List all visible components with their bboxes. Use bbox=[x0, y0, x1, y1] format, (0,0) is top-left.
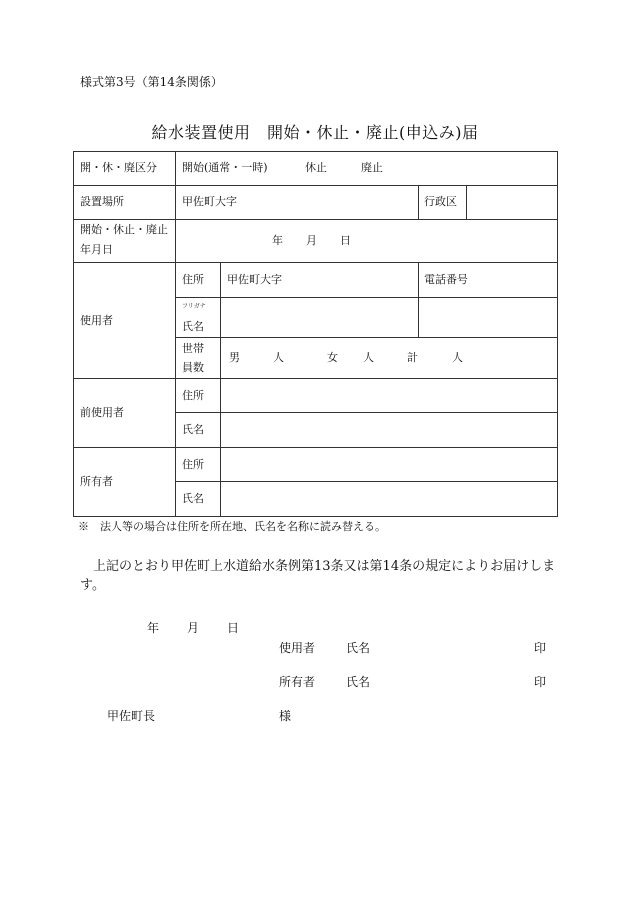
user-phone-label: 電話番号 bbox=[424, 273, 468, 286]
date-row-label-2: 年月日 bbox=[80, 243, 113, 256]
user-label: 使用者 bbox=[80, 314, 113, 327]
table-border-top bbox=[73, 151, 558, 152]
table-rule bbox=[73, 447, 558, 448]
household-female: 女 bbox=[327, 351, 338, 364]
district-label: 行政区 bbox=[424, 195, 457, 208]
table-rule bbox=[418, 262, 419, 338]
submission-month: 月 bbox=[187, 621, 200, 635]
location-value: 甲佐町大字 bbox=[182, 195, 237, 208]
prev-user-address-label: 住所 bbox=[182, 389, 204, 402]
signer-owner-role: 所有者 bbox=[279, 675, 316, 689]
addressee-name: 甲佐町長 bbox=[107, 709, 156, 723]
table-rule bbox=[466, 185, 467, 219]
table-border-bottom bbox=[73, 516, 558, 517]
owner-label: 所有者 bbox=[80, 475, 113, 488]
category-start: 開始(通常・一時) bbox=[182, 161, 268, 174]
user-address-label: 住所 bbox=[182, 273, 204, 286]
submission-day: 日 bbox=[227, 621, 240, 635]
user-furigana-label: フリガナ bbox=[182, 303, 206, 310]
user-name-label: 氏名 bbox=[182, 320, 204, 333]
footnote: ※ 法人等の場合は住所を所在地、氏名を名称に読み替える。 bbox=[78, 520, 386, 533]
household-total: 計 bbox=[407, 351, 418, 364]
owner-name-label: 氏名 bbox=[182, 492, 204, 505]
table-rule bbox=[73, 185, 558, 186]
table-rule bbox=[176, 481, 558, 482]
category-abolish: 廃止 bbox=[361, 161, 383, 174]
table-rule bbox=[73, 262, 558, 263]
form-number: 様式第3号（第14条関係） bbox=[80, 75, 223, 89]
submission-year: 年 bbox=[147, 621, 160, 635]
table-rule bbox=[175, 151, 176, 517]
date-row-month: 月 bbox=[306, 234, 317, 247]
table-rule bbox=[220, 262, 221, 517]
table-border-left bbox=[73, 151, 74, 517]
table-rule bbox=[73, 378, 558, 379]
table-rule bbox=[176, 297, 558, 298]
date-row-label-1: 開始・休止・廃止 bbox=[80, 223, 168, 236]
addressee-honorific: 様 bbox=[279, 709, 292, 723]
table-rule bbox=[176, 337, 558, 338]
household-female-unit: 人 bbox=[363, 351, 374, 364]
user-address-value: 甲佐町大字 bbox=[227, 273, 282, 286]
signer-owner-name-label: 氏名 bbox=[346, 675, 371, 689]
category-label: 開・休・廃区分 bbox=[80, 161, 157, 174]
household-male: 男 bbox=[229, 351, 240, 364]
table-rule bbox=[418, 185, 419, 219]
date-row-day: 日 bbox=[340, 234, 351, 247]
signer-user-seal: 印 bbox=[534, 641, 547, 655]
table-rule bbox=[176, 412, 558, 413]
location-label: 設置場所 bbox=[80, 195, 124, 208]
signer-owner-seal: 印 bbox=[534, 675, 547, 689]
owner-address-label: 住所 bbox=[182, 458, 204, 471]
household-label-2: 員数 bbox=[182, 361, 204, 374]
date-row-year: 年 bbox=[272, 234, 283, 247]
household-total-unit: 人 bbox=[452, 351, 463, 364]
prev-user-label: 前使用者 bbox=[80, 406, 124, 419]
declaration-paragraph: 上記のとおり甲佐町上水道給水条例第13条又は第14条の規定によりお届けします。 bbox=[80, 559, 556, 593]
signer-user-role: 使用者 bbox=[279, 641, 316, 655]
document-title: 給水装置使用 開始・休止・廃止(申込み)届 bbox=[151, 123, 479, 142]
household-male-unit: 人 bbox=[273, 351, 284, 364]
table-border-right bbox=[557, 151, 558, 517]
signer-user-name-label: 氏名 bbox=[346, 641, 371, 655]
table-rule bbox=[73, 219, 558, 220]
category-pause: 休止 bbox=[305, 161, 327, 174]
household-label-1: 世帯 bbox=[182, 342, 204, 355]
prev-user-name-label: 氏名 bbox=[182, 423, 204, 436]
